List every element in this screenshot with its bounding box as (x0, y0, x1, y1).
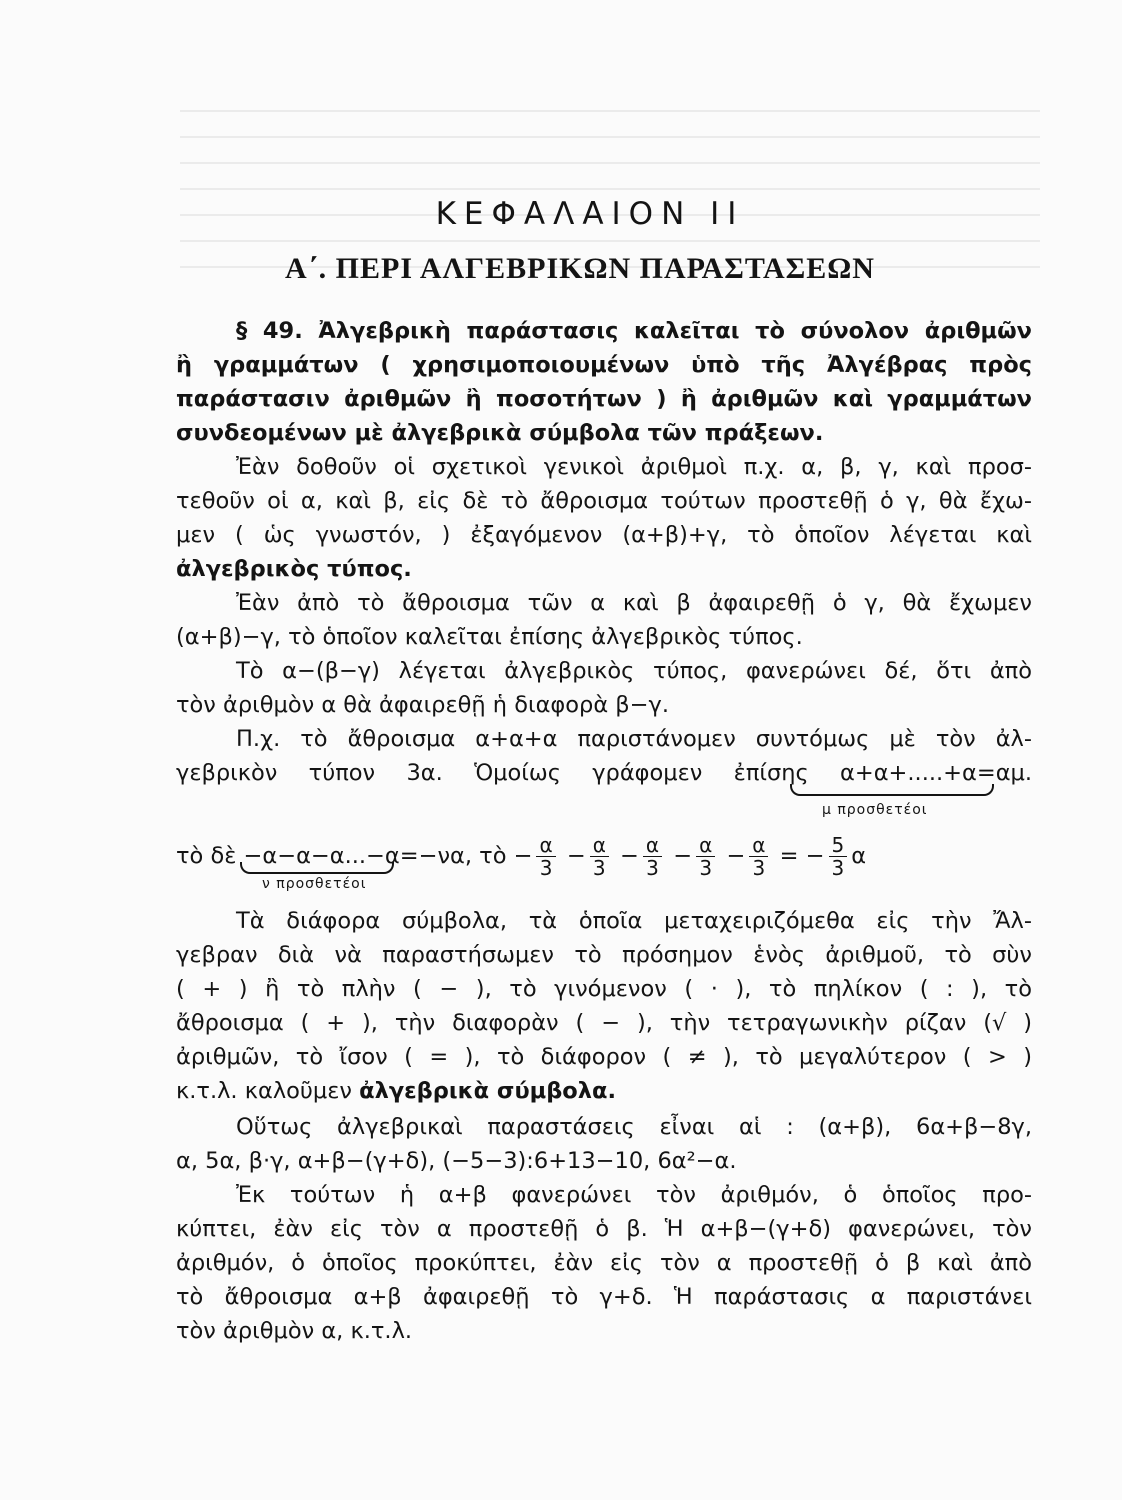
text-line: κύπτει, ἐὰν εἰς τὸν α προστεθῇ ὁ β. Ἡ α+β−(γ+δ) φανερώνει, τὸν (176, 1216, 1032, 1242)
text-line: α, 5α, β·γ, α+β−(γ+δ), (−5−3):6+13−10, 6α²−α. (176, 1148, 737, 1174)
text-line: Π.χ. τὸ ἄθροισμα α+α+α παριστάνομεν συντόμως μὲ τὸν ἀλ- (236, 726, 1032, 752)
text-line: τὸν ἀριθμὸν α θὰ ἀφαιρεθῇ ἡ διαφορὰ β−γ. (176, 692, 669, 718)
paragraph-4 (176, 722, 1032, 790)
bleed-through-shadow (180, 110, 1040, 270)
paragraph-1 (176, 450, 1032, 586)
text-line: ἢ γραμμάτων ( χρησιμοποιουμένων ὑπὸ τῆς Ἀλγέβρας πρὸς (176, 352, 1032, 378)
text-line: (α+β)−γ, τὸ ὁποῖον καλεῖται ἐπίσης ἀλγεβρικὸς τύπος. (176, 624, 803, 650)
text-line: ἀριθμόν, ὁ ὁποῖος προκύπτει, ἐὰν εἰς τὸν α προστεθῇ ὁ β καὶ ἀπὸ (176, 1250, 1032, 1276)
text-line: γεβρικὸν τύπον 3α. Ὁμοίως γράφομεν ἐπίσης α+α+.....+α=αμ. (176, 760, 1032, 786)
text-line: ( + ) ἢ τὸ πλὴν ( − ), τὸ γινόμενον ( · ), τὸ πηλίκον ( : ), τὸ (176, 976, 1032, 1002)
equals-minus: = − (779, 843, 825, 869)
text-line: τεθοῦν οἱ α, καὶ β, εἰς δὲ τὸ ἄθροισμα τούτων προστεθῇ ὁ γ, θὰ ἔχω- (176, 488, 1032, 514)
underbrace-nu (240, 862, 394, 874)
definition-paragraph (176, 314, 1032, 450)
paragraph-6 (176, 1110, 1032, 1178)
minus-sign: − (726, 843, 746, 869)
text-line: ἀλγεβρικὸς τύπος. (176, 556, 412, 582)
text-line: ἀριθμῶν, τὸ ἴσον ( = ), τὸ διάφορον ( ≠ ), τὸ μεγαλύτερον ( > ) (176, 1044, 1032, 1070)
equation-left: τὸ δὲ −α−α−α...−α=−να, τὸ (176, 843, 507, 869)
text-line: Οὕτως ἀλγεβρικαὶ παραστάσεις εἶναι αἱ : (α+β), 6α+β−8γ, (236, 1114, 1032, 1140)
text-line: συνδεομένων μὲ ἀλγεβρικὰ σύμβολα τῶν πράξεων. (176, 420, 824, 446)
chapter-heading: ΚΕΦΑΛΑΙΟΝ ΙΙ (435, 196, 745, 232)
paragraph-7 (176, 1178, 1032, 1348)
equation-tail: α (851, 843, 867, 869)
minus-sign: − (620, 843, 639, 869)
fraction: $\frac{\alpha}{3}$ (749, 834, 768, 879)
text-line: § 49. Ἀλγεβρικὴ παράστασις καλεῖται τὸ σύνολον ἀριθμῶν (236, 318, 1032, 344)
text-line: τὸ ἄθροισμα α+β ἀφαιρεθῇ τὸ γ+δ. Ἡ παράστασις α παριστάνει (176, 1284, 1032, 1310)
text-line: Τὸ α−(β−γ) λέγεται ἀλγεβρικὸς τύπος, φανερώνει δέ, ὅτι ἀπὸ (236, 658, 1032, 684)
paragraph-5 (176, 904, 1032, 1108)
underbrace-mu (790, 784, 994, 796)
text-line: παράστασιν ἀριθμῶν ἢ ποσοτήτων ) ἢ ἀριθμῶν καὶ γραμμάτων (176, 386, 1032, 412)
fraction: $\frac{\alpha}{3}$ (696, 834, 715, 879)
text-line: γεβραν διὰ νὰ παραστήσωμεν τὸ πρόσημον ἑνὸς ἀριθμοῦ, τὸ σὺν (176, 942, 1032, 968)
minus-sign: − (673, 843, 693, 869)
text-line: Ἐὰν ἀπὸ τὸ ἄθροισμα τῶν α καὶ β ἀφαιρεθῇ ὁ γ, θὰ ἔχωμεν (236, 590, 1032, 616)
paragraph-3 (176, 654, 1032, 722)
text-line: κ.τ.λ. καλοῦμεν ἀλγεβρικὰ σύμβολα. (176, 1078, 617, 1104)
section-title: Α΄. ΠΕΡΙ ΑΛΓΕΒΡΙΚΩΝ ΠΑΡΑΣΤΑΣΕΩΝ (285, 252, 875, 285)
fraction-result: $\frac{5}{3}$ (829, 834, 848, 879)
minus-sign: − (566, 843, 586, 869)
minus-sign: − (513, 843, 533, 869)
fraction: $\frac{\alpha}{3}$ (643, 834, 662, 879)
text-line: μεν ( ὡς γνωστόν, ) ἐξαγόμενον (α+β)+γ, τὸ ὁποῖον λέγεται καὶ (176, 522, 1032, 548)
paragraph-2 (176, 586, 1032, 654)
text-line: ἄθροισμα ( + ), τὴν διαφορὰν ( − ), τὴν τετραγωνικὴν ρίζαν (√ ) (176, 1010, 1032, 1036)
fraction: $\frac{\alpha}{3}$ (536, 834, 555, 879)
text-line: Ἐκ τούτων ἡ α+β φανερώνει τὸν ἀριθμόν, ὁ ὁποῖος προ- (236, 1182, 1032, 1208)
underbrace-label-nu: ν προσθετέοι (262, 876, 367, 892)
text-line: Τὰ διάφορα σύμβολα, τὰ ὁποῖα μεταχειριζόμεθα εἰς τὴν Ἄλ- (236, 908, 1032, 934)
fraction: $\frac{\alpha}{3}$ (590, 834, 609, 879)
text-line: τὸν ἀριθμὸν α, κ.τ.λ. (176, 1318, 413, 1344)
underbrace-label-mu: μ προσθετέοι (822, 802, 928, 818)
text-line: Ἐὰν δοθοῦν οἱ σχετικοὶ γενικοὶ ἀριθμοὶ π.χ. α, β, γ, καὶ προσ- (236, 454, 1032, 480)
